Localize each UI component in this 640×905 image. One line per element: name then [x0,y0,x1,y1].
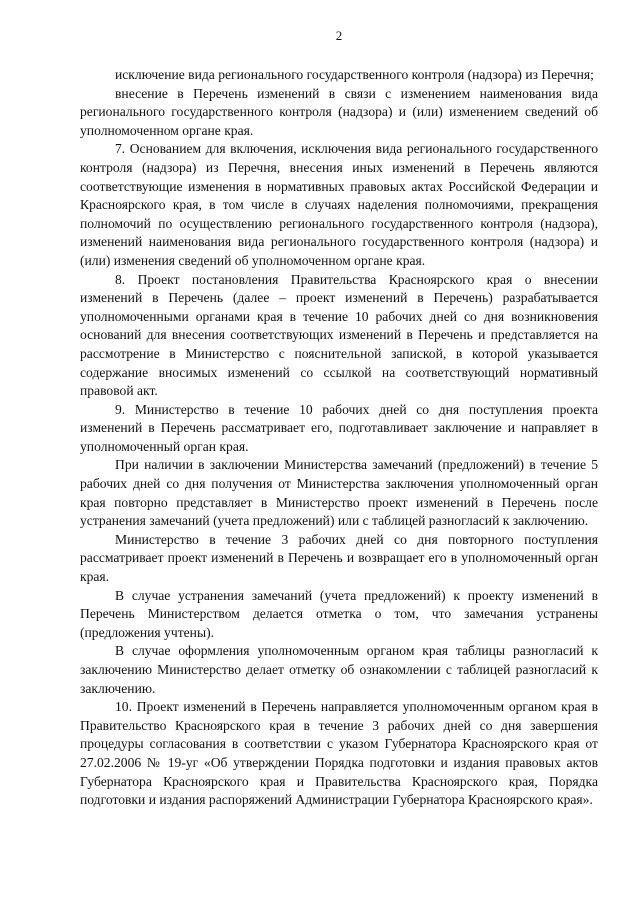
paragraph: При наличии в заключении Министерства замечаний (предложений) в течение 5 рабочих дней со дня получения от Министерства заключения уполномоченный орган края повторно представляет в Министерство проект изменений в Перечень после устранения замечаний (учета предложений) или с таблицей разногласий к заключению. [80,457,598,529]
paragraph: исключение вида регионального государственного контроля (надзора) из Перечня; [115,67,594,82]
paragraph-clause-9: 9. Министерство в течение 10 рабочих дней со дня поступления проекта изменений в Перечень рассматривает его, подготавливает заключение и направляет в уполномоченный орган края. [80,401,598,454]
paragraph: В случае оформления уполномоченным органом края таблицы разногласий к заключению Министерство делает отметку об ознакомлении с таблицей разногласий к заключению. [80,643,598,696]
paragraph: В случае устранения замечаний (учета предложений) к проекту изменений в Перечень Министерством делается отметка о том, что замечания устранены (предложения учтены). [80,587,598,640]
paragraph-clause-8: 8. Проект постановления Правительства Красноярского края о внесении изменений в Перечень (далее – проект изменений в Перечень) разрабатывается уполномоченными органами края в течение 10 рабочих дней со дня возникновения оснований для внесения соответствующих изменений в Перечень и представляется на рассмотрение в Министерство с пояснительной запиской, в которой указывается содержание вносимых изменений со ссылкой на соответствующий нормативный правовой акт. [80,271,598,399]
paragraph: Министерство в течение 3 рабочих дней со дня повторного поступления рассматривает проект изменений в Перечень и возвращает его в уполномоченный орган края. [80,531,598,585]
page-number: 2 [335,28,343,43]
paragraph-clause-10: 10. Проект изменений в Перечень направляется уполномоченным органом края в Правительство Красноярского края в течение 3 рабочих дней со дня завершения процедуры согласования в соответствии с указом Губернатора Красноярского края от 27.02.2006 № 19-уг «Об утверждении Порядка подготовки и издания правовых актов Губернатора Красноярского края и Правительства Красноярского края, Порядка подготовки и издания распоряжений Администрации Губернатора Красноярского края». [80,699,598,808]
paragraph: внесение в Перечень изменений в связи с изменением наименования вида регионального государственного контроля (надзора) и (или) изменением сведений об уполномоченном органе края. [80,85,598,138]
paragraph-clause-7: 7. Основанием для включения, исключения вида регионального государственного контроля (надзора) из Перечня, внесения иных изменений в Перечень являются соответствующие изменения в нормативных правовых актах Российской Федерации и Красноярского края, в том числе в случаях наделения полномочиями, прекращения полномочий по осуществлению регионального государственного контроля (надзора), изменений наименования вида регионального государственного контроля (надзора) и (или) изменения сведений об уполномоченном органе края. [80,141,598,268]
